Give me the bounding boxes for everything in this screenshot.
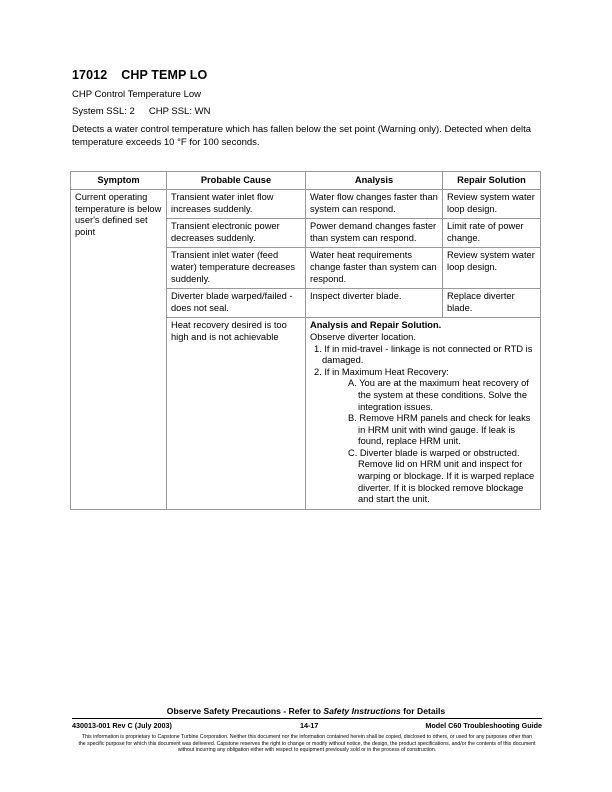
analysis-cell: Water flow changes faster than system can respond. (306, 190, 443, 219)
cause-cell: Transient water inlet flow increases suddenly. (167, 190, 306, 219)
cause-cell: Transient electronic power decreases suddenly. (167, 219, 306, 248)
cause-cell: Heat recovery desired is too high and is not achievable (167, 318, 306, 510)
analysis-cell: Inspect diverter blade. (306, 289, 443, 318)
step-b: B. Remove HRM panels and check for leaks in HRM unit with wind gauge. If leak is found, replace HRM unit. (348, 413, 531, 447)
header-symptom: Symptom (71, 172, 167, 190)
safety-link-text: Safety Instructions (323, 706, 401, 716)
analysis-cell: Power demand changes faster than system can respond. (306, 219, 443, 248)
fault-title: CHP TEMP LO (121, 68, 208, 82)
repair-cell: Review system water loop design. (443, 248, 541, 289)
header-analysis: Analysis (306, 172, 443, 190)
analysis-cell: Water heat requirements change faster than system can respond. (306, 248, 443, 289)
table-row (71, 190, 541, 219)
repair-cell: Replace diverter blade. (443, 289, 541, 318)
repair-cell: Review system water loop design. (443, 190, 541, 219)
step-2: 2. If in Maximum Heat Recovery: (314, 366, 449, 377)
safety-suffix: for Details (400, 706, 446, 716)
section-heading (72, 68, 207, 82)
page-number: 14-17 (300, 721, 319, 730)
repair-cell: Limit rate of power change. (443, 219, 541, 248)
subtitle: CHP Control Temperature Low (72, 89, 202, 100)
header-cause: Probable Cause (167, 172, 306, 190)
ssl-line (72, 106, 210, 117)
fault-code: 17012 (72, 68, 108, 82)
header-repair: Repair Solution (443, 172, 541, 190)
step-a: A. You are at the maximum heat recovery of the system at these conditions. Solve the integration issues. (348, 378, 529, 412)
step-1: 1. If in mid-travel - linkage is not connected or RTD is damaged. (314, 343, 533, 366)
footer-divider (72, 718, 542, 719)
chp-ssl: CHP SSL: WN (148, 106, 211, 117)
symptom-cell: Current operating temperature is below user's defined set point (71, 190, 167, 510)
safety-prefix: Observe Safety Precautions - Refer to (166, 706, 324, 716)
cause-cell: Transient inlet water (feed water) temperature decreases suddenly. (167, 248, 306, 289)
safety-notice (0, 706, 612, 716)
legal-notice: This information is proprietary to Capstone Turbine Corporation. Neither this document nor the information contained herein shall be copied, disclosed to others, or used for any purposes other than the specific purpose for which this document was delivered. Capstone reserves the right to change or modify without notice, the design, the product specifications, and/or the contents of this document without incurring any obligation either with respect to equipment previously sold or in the process of construction. (78, 734, 536, 754)
manual-title: Model C60 Troubleshooting Guide (425, 721, 542, 730)
description: Detects a water control temperature which has fallen below the set point (Warning only). Detected when delta temperature exceeds 10 °F for 100 seconds. (72, 124, 532, 148)
analysis-repair-cell (306, 318, 541, 510)
table-header-row (71, 172, 541, 190)
cause-cell: Diverter blade warped/failed - does not seal. (167, 289, 306, 318)
troubleshooting-table (70, 171, 541, 510)
substeps (310, 378, 536, 506)
observe-line: Observe diverter location. (310, 331, 416, 342)
step-c: C. Diverter blade is warped or obstructed. Remove lid on HRM unit and inspect for warping or blockage. If it is warped replace diverter. If it is blocked remove blockage and start the unit. (348, 447, 535, 505)
system-ssl: System SSL: 2 (72, 106, 135, 117)
doc-id: 430013-001 Rev C (July 2003) (72, 721, 172, 730)
analysis-repair-title: Analysis and Repair Solution. (310, 320, 442, 331)
